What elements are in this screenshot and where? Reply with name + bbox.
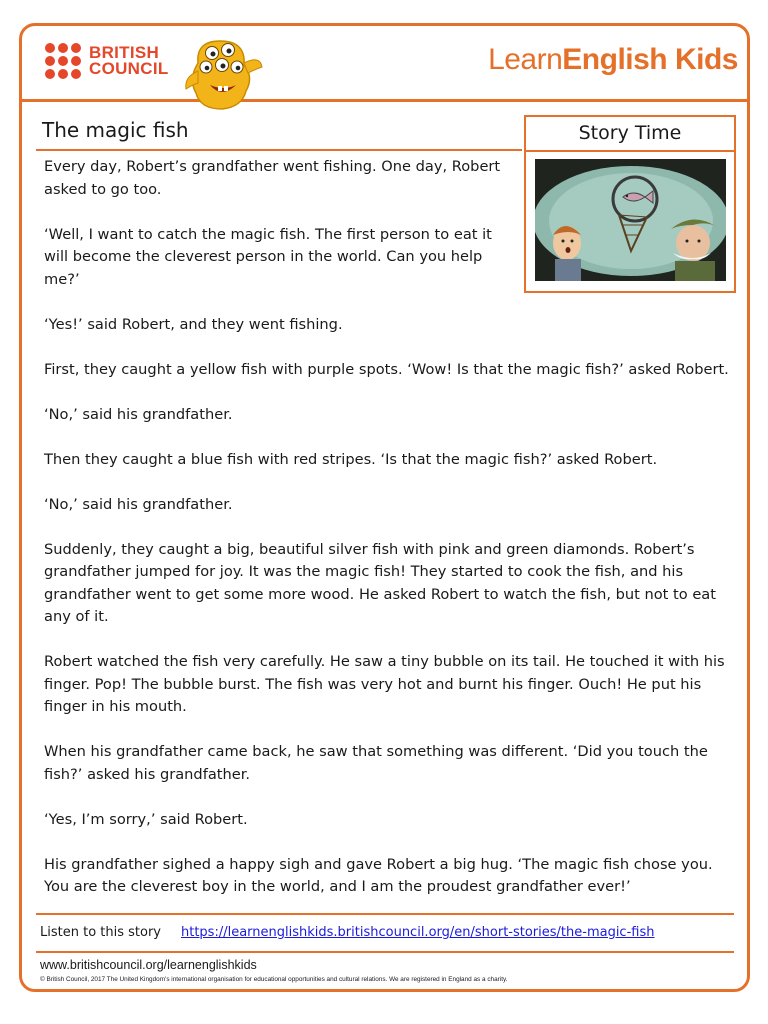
story-title: The magic fish [42, 118, 189, 142]
story-paragraph: ‘No,’ said his grandfather. [44, 495, 233, 513]
story-paragraph: ‘No,’ said his grandfather. [44, 405, 233, 423]
story-time-heading: Story Time [526, 117, 734, 152]
story-paragraph: Every day, Robert’s grandfather went fishing. One day, Robert asked to go too. [44, 158, 501, 198]
listen-story-link[interactable]: https://learnenglishkids.britishcouncil.org/en/short-stories/the-magic-fish [181, 925, 655, 940]
learnenglish-kids-logo: LearnEnglish Kids [488, 43, 738, 76]
footer-divider-top [36, 913, 734, 915]
story-paragraph: ‘Well, I want to catch the magic fish. The first person to eat it will become the cleverest person in the world. Can you help me?’ [44, 225, 492, 288]
story-paragraph: ‘Yes, I’m sorry,’ said Robert. [44, 810, 248, 828]
story-paragraph: First, they caught a yellow fish with purple spots. ‘Wow! Is that the magic fish?’ asked Robert. [44, 360, 729, 378]
story-paragraph: Robert watched the fish very carefully. He saw a tiny bubble on its tail. He touched it with his finger. Pop! The bubble burst. The fish was very hot and burnt his finger. Ouch! He put his finger in his mouth. [44, 653, 725, 715]
bc-logo-line2: COUNCIL [89, 59, 169, 78]
story-paragraph: His grandfather sighed a happy sigh and gave Robert a big hug. ‘The magic fish chose you. You are the cleverest boy in the world, and I am the proudest grandfather ever!’ [44, 855, 713, 895]
monster-mascot-icon [176, 33, 268, 113]
header-divider [19, 99, 750, 102]
title-underline [36, 149, 522, 151]
british-council-logo [45, 43, 169, 79]
bc-logo-line1: BRITISH [89, 43, 160, 62]
british-council-dots-icon [45, 43, 81, 79]
story-paragraph: ‘Yes!’ said Robert, and they went fishing. [44, 315, 343, 333]
copyright-notice: © British Council, 2017 The United Kingdom’s international organisation for educational opportunities and cultural relations. We are registered in England as a charity. [40, 976, 508, 983]
story-paragraph: Then they caught a blue fish with red stripes. ‘Is that the magic fish?’ asked Robert. [44, 450, 658, 468]
footer-divider-bottom [36, 951, 734, 953]
story-paragraph: When his grandfather came back, he saw that something was different. ‘Did you touch the fish?’ asked his grandfather. [44, 743, 708, 783]
story-body [44, 156, 734, 921]
site-url: www.britishcouncil.org/learnenglishkids [40, 958, 257, 972]
listen-label: Listen to this story [40, 925, 161, 940]
story-paragraph: Suddenly, they caught a big, beautiful silver fish with pink and green diamonds. Robert’s grandfather jumped for joy. It was the magic fish! They started to cook the fish, and his grandfather went to get some more wood. He asked Robert to watch the fish, but not to eat any of it. [44, 540, 716, 625]
